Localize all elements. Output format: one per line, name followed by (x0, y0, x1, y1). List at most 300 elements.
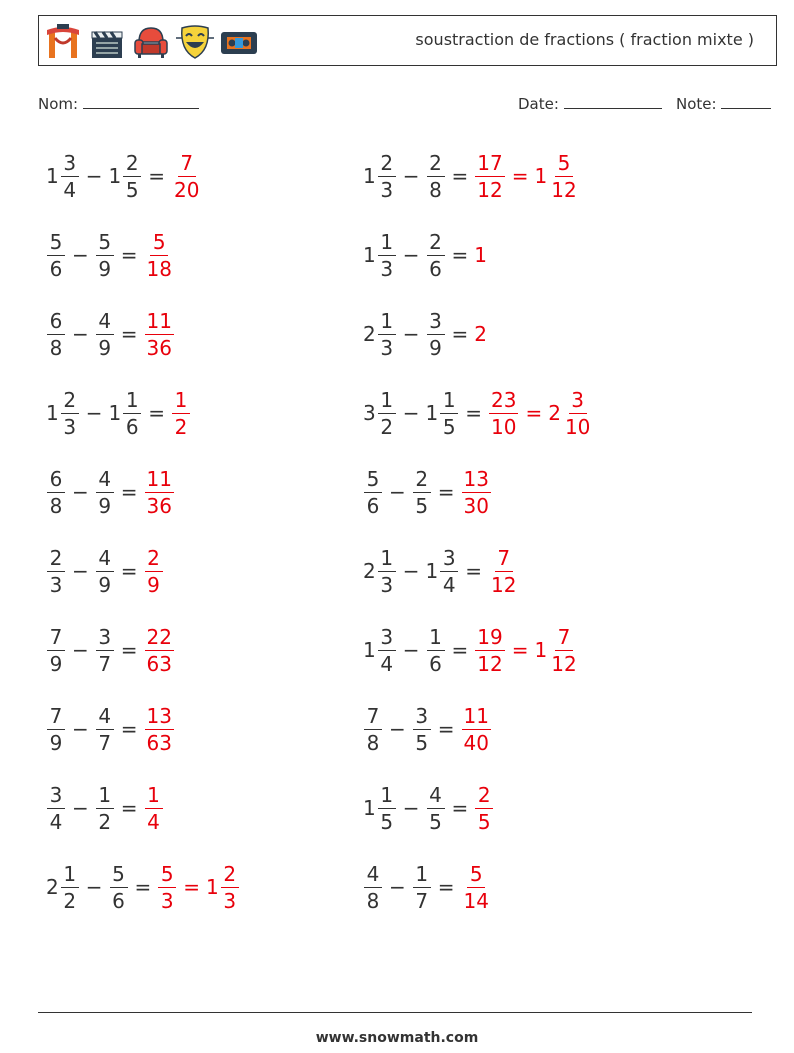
denominator: 12 (551, 651, 577, 676)
fraction (378, 545, 396, 597)
answer-value (488, 545, 519, 597)
fraction (47, 545, 65, 597)
fraction (96, 308, 114, 360)
denominator: 40 (463, 730, 489, 755)
equals-sign: = (120, 796, 138, 820)
numerator: 5 (47, 232, 65, 256)
fraction (61, 150, 79, 202)
minuend (46, 308, 66, 360)
equals-sign: = (465, 401, 482, 425)
minus-sign: − (85, 401, 103, 425)
subtrahend (426, 150, 446, 202)
minus-sign: − (402, 322, 420, 346)
armchair-icon (131, 22, 171, 62)
fraction (475, 624, 504, 676)
denominator: 4 (49, 809, 63, 834)
numerator: 6 (47, 311, 65, 335)
fraction (172, 387, 190, 439)
denominator: 3 (63, 414, 77, 439)
fraction (123, 150, 141, 202)
numerator: 4 (364, 864, 382, 888)
minuend (46, 861, 80, 913)
fraction (61, 387, 79, 439)
numerator: 3 (440, 548, 458, 572)
fraction (145, 466, 174, 518)
fraction (462, 703, 491, 755)
answer-value (144, 703, 175, 755)
answer-value (461, 861, 492, 913)
fraction (427, 624, 445, 676)
minus-sign: − (72, 480, 89, 504)
problem-8 (363, 382, 593, 444)
fraction (221, 861, 239, 913)
whole-number: 2 (548, 401, 561, 425)
numerator: 7 (495, 548, 513, 572)
minus-sign: − (402, 796, 420, 820)
minus-sign: − (72, 322, 89, 346)
minuend (363, 703, 383, 755)
videotape-icon (219, 22, 259, 62)
numerator: 1 (96, 785, 114, 809)
denominator: 5 (415, 730, 429, 755)
subtrahend (108, 387, 143, 439)
problem-19 (46, 856, 240, 918)
numerator: 11 (463, 703, 489, 728)
minus-sign: − (389, 480, 406, 504)
denominator: 6 (366, 493, 380, 518)
equals-sign: = (148, 164, 165, 188)
denominator: 6 (429, 651, 442, 676)
equals-sign: = (183, 875, 201, 899)
answer (144, 624, 175, 676)
fraction (158, 861, 176, 913)
problem-18 (363, 777, 494, 839)
minuend (363, 782, 397, 834)
denominator: 6 (112, 888, 125, 913)
numerator: 5 (555, 153, 573, 177)
denominator: 2 (63, 888, 77, 913)
denominator: 9 (98, 335, 112, 360)
fraction (462, 861, 491, 913)
numerator: 2 (47, 548, 65, 572)
equals-sign: = (511, 164, 529, 188)
numerator: 2 (427, 232, 445, 256)
equals-sign: = (134, 875, 152, 899)
numerator: 2 (123, 153, 141, 177)
whole-number: 1 (363, 796, 376, 820)
numerator: 13 (463, 466, 489, 491)
answer (144, 782, 164, 834)
numerator: 17 (477, 150, 503, 175)
subtrahend (412, 703, 432, 755)
equals-sign: = (148, 401, 165, 425)
subtrahend (95, 782, 115, 834)
equals-sign: = (437, 717, 455, 741)
equals-sign: = (451, 638, 469, 662)
minus-sign: − (389, 875, 406, 899)
numerator: 6 (47, 469, 65, 493)
answer (157, 861, 240, 913)
problem-14 (363, 619, 580, 681)
denominator: 30 (463, 493, 489, 518)
minus-sign: − (402, 243, 420, 267)
denominator: 3 (380, 572, 394, 597)
name-blank (83, 94, 199, 109)
subtrahend (95, 229, 115, 281)
subtrahend (95, 703, 115, 755)
problem-7 (46, 382, 191, 444)
minuend (363, 466, 383, 518)
denominator: 63 (146, 651, 172, 676)
fraction (47, 466, 65, 518)
denominator: 3 (380, 335, 394, 360)
fraction (413, 703, 431, 755)
answer (171, 150, 202, 202)
answer-value (144, 624, 175, 676)
denominator: 8 (49, 335, 63, 360)
denominator: 9 (49, 730, 63, 755)
answer-value (474, 322, 488, 346)
numerator: 2 (475, 785, 493, 809)
answer-value (534, 624, 579, 676)
minus-sign: − (402, 164, 420, 188)
answer (144, 703, 175, 755)
denominator: 9 (98, 572, 112, 597)
minus-sign: − (72, 717, 89, 741)
minuend (363, 150, 397, 202)
denominator: 9 (147, 572, 160, 597)
whole-number: 1 (425, 401, 439, 425)
fraction (489, 387, 518, 439)
answer (144, 545, 164, 597)
denominator: 9 (98, 493, 112, 518)
denominator: 5 (477, 809, 491, 834)
denominator: 4 (147, 809, 160, 834)
fraction (427, 150, 445, 202)
minuend (46, 703, 66, 755)
answer (474, 150, 579, 202)
denominator: 4 (442, 572, 456, 597)
denominator: 2 (174, 414, 188, 439)
answer (144, 308, 175, 360)
problem-2 (363, 145, 580, 207)
numerator: 5 (467, 864, 485, 888)
denominator: 6 (429, 256, 442, 281)
problem-15 (46, 698, 175, 760)
numerator: 3 (96, 627, 114, 651)
name-label: Nom: (38, 95, 79, 113)
denominator: 12 (477, 177, 503, 202)
denominator: 4 (63, 177, 77, 202)
numerator: 4 (96, 469, 114, 493)
denominator: 7 (98, 730, 112, 755)
minus-sign: − (72, 559, 89, 583)
subtrahend (426, 229, 446, 281)
subtrahend (95, 466, 115, 518)
denominator: 5 (125, 177, 139, 202)
numerator: 1 (172, 390, 190, 414)
fraction (440, 387, 458, 439)
answer-value (474, 243, 488, 267)
denominator: 8 (366, 888, 380, 913)
fraction (47, 229, 65, 281)
numerator: 1 (61, 864, 79, 888)
minuend (363, 387, 397, 439)
answer (171, 387, 191, 439)
numerator: 3 (427, 311, 445, 335)
numerator: 5 (110, 864, 128, 888)
fraction (96, 782, 114, 834)
numerator: 1 (145, 785, 163, 809)
fraction (364, 466, 382, 518)
problem-10 (363, 461, 492, 523)
date-field (518, 94, 662, 113)
numerator: 1 (378, 785, 396, 809)
answer-value (157, 861, 177, 913)
whole-number: 1 (46, 401, 59, 425)
whole-number: 1 (363, 164, 376, 188)
problem-12 (363, 540, 519, 602)
denominator: 4 (380, 651, 394, 676)
whole-number: 2 (474, 322, 487, 346)
numerator: 5 (150, 232, 168, 256)
numerator: 4 (96, 706, 114, 730)
answer (461, 703, 492, 755)
equals-sign: = (120, 243, 138, 267)
fraction (475, 782, 493, 834)
denominator: 8 (366, 730, 380, 755)
minus-sign: − (402, 638, 420, 662)
denominator: 12 (477, 651, 503, 676)
numerator: 1 (378, 548, 396, 572)
minuend (46, 150, 80, 202)
whole-number: 3 (363, 401, 376, 425)
subtrahend (95, 308, 115, 360)
problem-6 (363, 303, 488, 365)
minuend (363, 861, 383, 913)
numerator: 2 (427, 153, 445, 177)
numerator: 7 (364, 706, 382, 730)
footer-divider (38, 1012, 752, 1013)
note-blank (721, 94, 771, 109)
answer (461, 466, 492, 518)
fraction (549, 624, 578, 676)
problem-3 (46, 224, 175, 286)
fraction (145, 545, 163, 597)
fraction (47, 782, 65, 834)
equals-sign: = (120, 322, 138, 346)
denominator: 14 (463, 888, 489, 913)
problem-17 (46, 777, 164, 839)
equals-sign: = (120, 559, 138, 583)
fraction (563, 387, 592, 439)
numerator: 11 (146, 466, 172, 491)
denominator: 3 (223, 888, 237, 913)
date-blank (564, 94, 662, 109)
denominator: 5 (429, 809, 442, 834)
minuend (363, 624, 397, 676)
numerator: 5 (364, 469, 382, 493)
fraction (364, 861, 382, 913)
numerator: 7 (47, 627, 65, 651)
answer (461, 861, 492, 913)
denominator: 6 (125, 414, 139, 439)
answer-value (461, 703, 492, 755)
fraction (172, 150, 201, 202)
whole-number: 1 (108, 401, 122, 425)
note-field (676, 94, 771, 113)
answer-value (461, 466, 492, 518)
fraction (110, 861, 128, 913)
subtrahend (95, 545, 115, 597)
answer-value (144, 782, 164, 834)
denominator: 5 (380, 809, 394, 834)
minuend (46, 229, 66, 281)
subtrahend (425, 387, 460, 439)
fraction (96, 466, 114, 518)
denominator: 8 (429, 177, 442, 202)
denominator: 5 (415, 493, 429, 518)
equals-sign: = (525, 401, 543, 425)
answer-value (144, 308, 175, 360)
equals-sign: = (465, 559, 482, 583)
denominator: 9 (98, 256, 112, 281)
denominator: 3 (160, 888, 174, 913)
answer-value (171, 387, 191, 439)
fraction (378, 150, 396, 202)
whole-number: 1 (108, 164, 122, 188)
fraction (145, 782, 163, 834)
denominator: 7 (415, 888, 429, 913)
worksheet-header (38, 15, 777, 66)
denominator: 2 (380, 414, 394, 439)
answer-value (171, 150, 202, 202)
numerator: 23 (491, 387, 517, 412)
subtrahend (412, 466, 432, 518)
date-label: Date: (518, 95, 559, 113)
answer (488, 387, 593, 439)
numerator: 1 (123, 390, 141, 414)
numerator: 3 (47, 785, 65, 809)
denominator: 36 (146, 335, 172, 360)
fraction (378, 387, 396, 439)
equals-sign: = (511, 638, 529, 662)
minuend (363, 308, 397, 360)
fraction (145, 308, 174, 360)
fraction (489, 545, 518, 597)
problem-11 (46, 540, 164, 602)
numerator: 5 (158, 864, 176, 888)
fraction (145, 229, 174, 281)
fraction (47, 703, 65, 755)
answer-value (548, 387, 593, 439)
minus-sign: − (402, 559, 420, 583)
equals-sign: = (451, 164, 469, 188)
minus-sign: − (72, 243, 89, 267)
fraction (378, 624, 396, 676)
numerator: 4 (427, 785, 445, 809)
fraction (427, 308, 445, 360)
fraction (96, 229, 114, 281)
denominator: 10 (564, 414, 591, 439)
numerator: 3 (378, 627, 396, 651)
comedy-mask-icon (175, 22, 215, 62)
whole-number: 1 (474, 243, 487, 267)
fraction (413, 861, 431, 913)
minus-sign: − (72, 796, 89, 820)
equals-sign: = (120, 638, 138, 662)
denominator: 3 (380, 177, 394, 202)
answer (474, 624, 579, 676)
denominator: 3 (49, 572, 63, 597)
numerator: 2 (413, 469, 431, 493)
subtrahend (426, 624, 446, 676)
numerator: 5 (96, 232, 114, 256)
whole-number: 1 (363, 638, 376, 662)
numerator: 7 (555, 627, 573, 651)
numerator: 7 (47, 706, 65, 730)
numerator: 1 (440, 390, 458, 414)
denominator: 12 (491, 572, 517, 597)
answer-value (474, 624, 505, 676)
minuend (46, 387, 80, 439)
fraction (47, 308, 65, 360)
whole-number: 1 (363, 243, 376, 267)
subtrahend (426, 308, 446, 360)
denominator: 18 (146, 256, 172, 281)
numerator: 2 (221, 864, 239, 888)
denominator: 9 (429, 335, 442, 360)
answer-value (474, 150, 505, 202)
numerator: 1 (427, 627, 445, 651)
answer (144, 466, 175, 518)
fraction (145, 703, 174, 755)
minuend (363, 229, 397, 281)
whole-number: 2 (46, 875, 59, 899)
minuend (46, 466, 66, 518)
subtrahend (95, 624, 115, 676)
equals-sign: = (451, 796, 469, 820)
answer-value (144, 545, 164, 597)
denominator: 5 (442, 414, 456, 439)
fraction (47, 624, 65, 676)
answer (474, 322, 488, 346)
fraction (462, 466, 491, 518)
fraction (440, 545, 458, 597)
minuend (46, 545, 66, 597)
numerator: 4 (96, 311, 114, 335)
numerator: 3 (569, 390, 587, 414)
denominator: 10 (491, 414, 517, 439)
numerator: 11 (146, 308, 172, 333)
fraction (427, 229, 445, 281)
numerator: 2 (378, 153, 396, 177)
subtrahend (412, 861, 432, 913)
numerator: 3 (413, 706, 431, 730)
whole-number: 1 (425, 559, 439, 583)
problem-16 (363, 698, 492, 760)
name-field (38, 94, 199, 113)
fraction (427, 782, 445, 834)
numerator: 13 (146, 703, 172, 728)
equals-sign: = (437, 480, 455, 504)
problem-20 (363, 856, 492, 918)
problem-9 (46, 461, 175, 523)
problem-4 (363, 224, 488, 286)
answer (488, 545, 519, 597)
denominator: 7 (98, 651, 112, 676)
minuend (46, 782, 66, 834)
